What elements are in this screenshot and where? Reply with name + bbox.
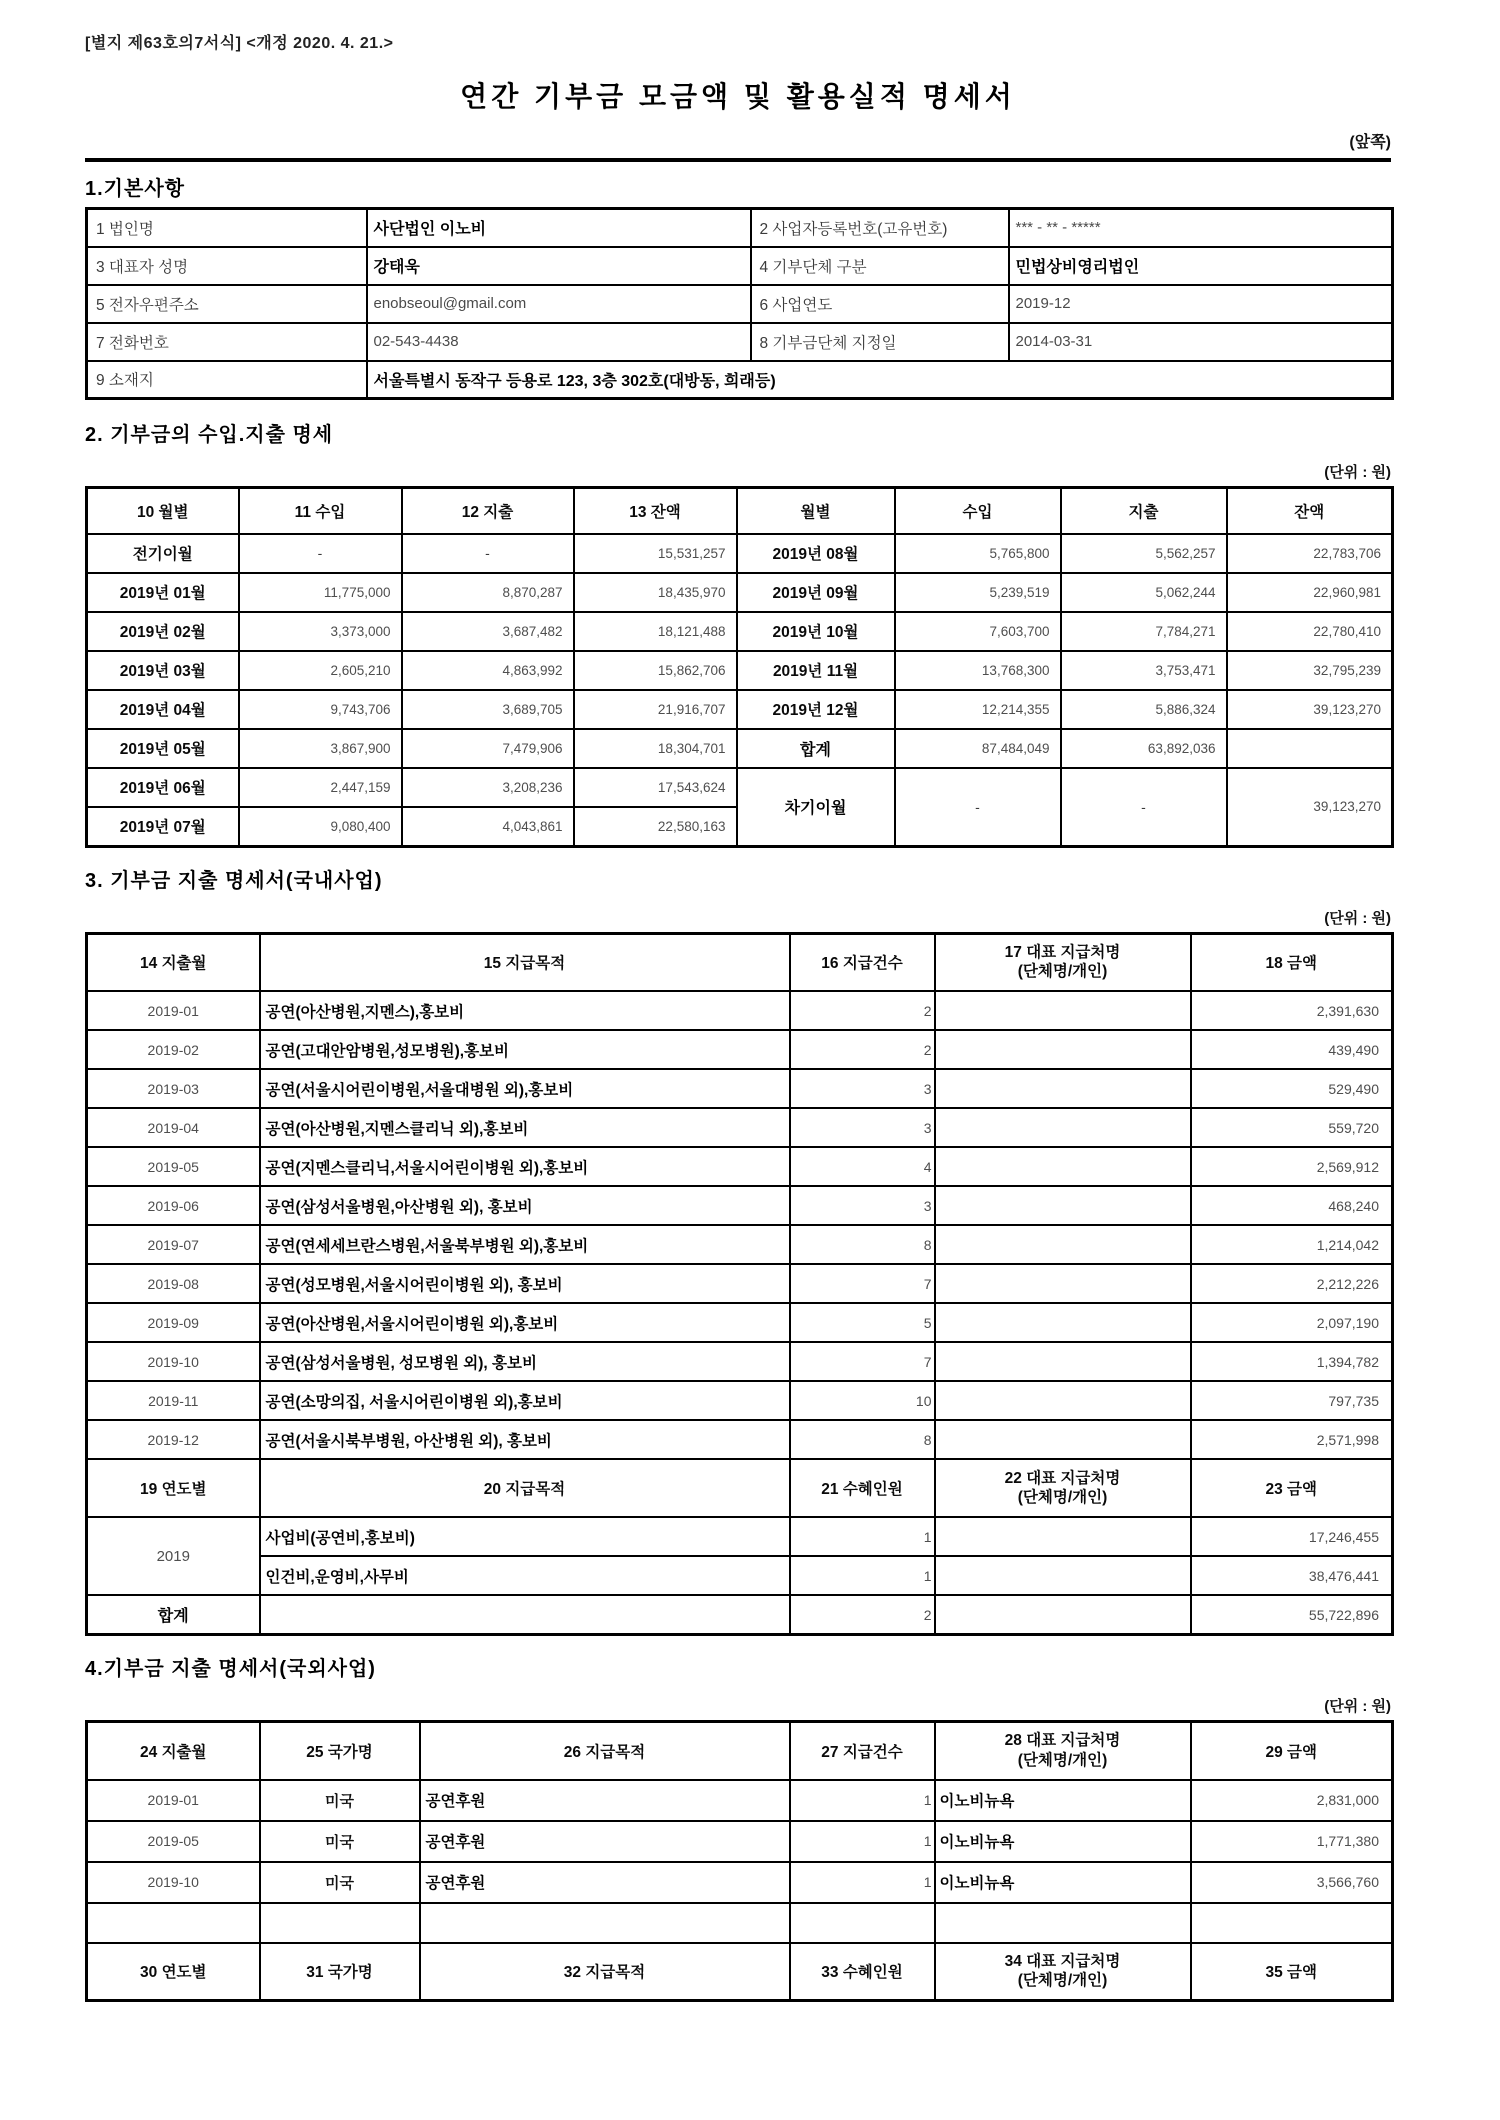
income-cell: 12,214,355: [895, 690, 1061, 729]
month-cell: 2019-03: [87, 1069, 260, 1108]
col-header: 16 지급건수: [790, 933, 935, 991]
month-cell: 2019-12: [87, 1420, 260, 1459]
col-header: 31 국가명: [260, 1943, 420, 2001]
designation-date-label: 8 기부금단체 지정일: [751, 323, 1009, 361]
domestic-expense-table: [85, 932, 1394, 1637]
designation-date-value: 2014-03-31: [1009, 323, 1393, 361]
expense-cell: 4,863,992: [402, 651, 574, 690]
payee-cell: [935, 1595, 1191, 1635]
balance-cell: 18,304,701: [574, 729, 737, 768]
amount-cell: 1,214,042: [1191, 1225, 1393, 1264]
month-cell: 2019년 06월: [87, 768, 239, 807]
table-row: [87, 209, 1393, 247]
purpose-cell: 공연(지멘스클리닉,서울시어린이병원 외),홍보비: [260, 1147, 790, 1186]
purpose-cell: 공연(고대안암병원,성모병원),홍보비: [260, 1030, 790, 1069]
col-header-line1: 28 대표 지급처명: [1004, 1732, 1121, 1750]
col-header: 15 지급목적: [260, 933, 790, 991]
count-cell: 10: [790, 1381, 935, 1420]
col-header: 19 연도별: [87, 1459, 260, 1517]
total-expense-cell: 63,892,036: [1061, 729, 1227, 768]
col-header: [935, 1943, 1191, 2001]
carry-expense-cell: -: [1061, 768, 1227, 847]
purpose-cell: 공연(서울시어린이병원,서울대병원 외),홍보비: [260, 1069, 790, 1108]
balance-cell: 18,435,970: [574, 573, 737, 612]
amount-cell: 17,246,455: [1191, 1517, 1393, 1556]
col-header-line2: (단체명/개인): [1017, 1751, 1108, 1769]
col-header: 29 금액: [1191, 1722, 1393, 1780]
purpose-cell: 공연(연세세브란스병원,서울북부병원 외),홍보비: [260, 1225, 790, 1264]
table-row: [87, 991, 1393, 1030]
table-header-row: [87, 1459, 1393, 1517]
month-cell: 2019년 08월: [737, 534, 895, 573]
table-row: [87, 1186, 1393, 1225]
carry-balance-cell: 39,123,270: [1227, 768, 1393, 847]
amount-cell: 2,391,630: [1191, 991, 1393, 1030]
col-header: 27 지급건수: [790, 1722, 935, 1780]
table-row: [87, 1862, 1393, 1903]
table-row: [87, 247, 1393, 285]
count-cell: 3: [790, 1108, 935, 1147]
section2-heading: 2. 기부금의 수입.지출 명세: [85, 424, 334, 446]
balance-cell: 15,862,706: [574, 651, 737, 690]
month-cell: 2019년 01월: [87, 573, 239, 612]
count-cell: 1: [790, 1556, 935, 1595]
year-cell: 2019: [87, 1517, 260, 1595]
amount-cell: 2,097,190: [1191, 1303, 1393, 1342]
month-cell: 2019-11: [87, 1381, 260, 1420]
table-row: [87, 573, 1393, 612]
table-row: [87, 323, 1393, 361]
table-row: [87, 1556, 1393, 1595]
expense-cell: 5,562,257: [1061, 534, 1227, 573]
email-value: enobseoul@gmail.com: [367, 285, 751, 323]
month-cell: 2019-10: [87, 1342, 260, 1381]
expense-cell: 5,886,324: [1061, 690, 1227, 729]
purpose-cell: 공연(아산병원,지멘스),홍보비: [260, 991, 790, 1030]
count-cell: 1: [790, 1517, 935, 1556]
expense-cell: -: [402, 534, 574, 573]
payee-cell: [935, 1108, 1191, 1147]
email-label: 5 전자우편주소: [87, 285, 367, 323]
count-cell: 1: [790, 1821, 935, 1862]
balance-cell: 18,121,488: [574, 612, 737, 651]
col-header: 14 지출월: [87, 933, 260, 991]
month-cell: 2019년 03월: [87, 651, 239, 690]
empty-cell: [420, 1903, 790, 1943]
income-cell: 7,603,700: [895, 612, 1061, 651]
col-header: 20 지급목적: [260, 1459, 790, 1517]
amount-cell: 38,476,441: [1191, 1556, 1393, 1595]
unit-label: (단위 : 원): [1324, 909, 1391, 927]
biz-number-value: *** - ** - *****: [1009, 209, 1393, 247]
expense-cell: 3,689,705: [402, 690, 574, 729]
month-cell: 2019년 10월: [737, 612, 895, 651]
count-cell: 3: [790, 1186, 935, 1225]
purpose-cell: 공연(삼성서울병원, 성모병원 외), 홍보비: [260, 1342, 790, 1381]
count-cell: 7: [790, 1264, 935, 1303]
table-row: [87, 1780, 1393, 1821]
table-row: [87, 1030, 1393, 1069]
empty-cell: [87, 1903, 260, 1943]
document-page: [85, 0, 1391, 2002]
month-cell: 2019-07: [87, 1225, 260, 1264]
purpose-cell: 공연후원: [420, 1821, 790, 1862]
income-cell: -: [239, 534, 402, 573]
col-header: 30 연도별: [87, 1943, 260, 2001]
amount-cell: 439,490: [1191, 1030, 1393, 1069]
month-cell: 2019-05: [87, 1147, 260, 1186]
amount-cell: 2,569,912: [1191, 1147, 1393, 1186]
amount-cell: 2,571,998: [1191, 1420, 1393, 1459]
month-cell: 2019-05: [87, 1821, 260, 1862]
org-type-value: 민법상비영리법인: [1009, 247, 1393, 285]
table-row: [87, 1595, 1393, 1635]
carry-label: 차기이월: [737, 768, 895, 847]
col-header: 10 월별: [87, 488, 239, 534]
payee-cell: [935, 1030, 1191, 1069]
purpose-cell: 공연후원: [420, 1862, 790, 1903]
balance-cell: 15,531,257: [574, 534, 737, 573]
payee-cell: [935, 1264, 1191, 1303]
col-header: 21 수혜인원: [790, 1459, 935, 1517]
overseas-expense-table: [85, 1720, 1394, 2002]
table-row: [87, 1903, 1393, 1943]
purpose-cell: 공연(성모병원,서울시어린이병원 외), 홍보비: [260, 1264, 790, 1303]
payee-cell: [935, 1381, 1191, 1420]
table-row: [87, 1517, 1393, 1556]
table-row: [87, 612, 1393, 651]
month-cell: 2019-10: [87, 1862, 260, 1903]
payee-cell: [935, 991, 1191, 1030]
phone-label: 7 전화번호: [87, 323, 367, 361]
table-row: [87, 1381, 1393, 1420]
amount-cell: 797,735: [1191, 1381, 1393, 1420]
col-header: 11 수입: [239, 488, 402, 534]
col-header: 32 지급목적: [420, 1943, 790, 2001]
count-cell: 4: [790, 1147, 935, 1186]
payee-cell: [935, 1069, 1191, 1108]
amount-cell: 2,831,000: [1191, 1780, 1393, 1821]
payee-cell: 이노비뉴욕: [935, 1821, 1191, 1862]
unit-label: (단위 : 원): [1324, 464, 1391, 481]
income-cell: 13,768,300: [895, 651, 1061, 690]
expense-cell: 8,870,287: [402, 573, 574, 612]
count-cell: 1: [790, 1862, 935, 1903]
expense-cell: 4,043,861: [402, 807, 574, 847]
month-cell: 2019-02: [87, 1030, 260, 1069]
payee-cell: [935, 1420, 1191, 1459]
purpose-cell: 공연(소망의집, 서울시어린이병원 외),홍보비: [260, 1381, 790, 1420]
empty-cell: [790, 1903, 935, 1943]
income-cell: 5,239,519: [895, 573, 1061, 612]
col-header: 24 지출월: [87, 1722, 260, 1780]
address-value: 서울특별시 동작구 등용로 123, 3층 302호(대방동, 희래등): [367, 361, 1393, 399]
empty-cell: [1191, 1903, 1393, 1943]
amount-cell: 1,771,380: [1191, 1821, 1393, 1862]
month-cell: 2019-04: [87, 1108, 260, 1147]
col-header: 33 수혜인원: [790, 1943, 935, 2001]
country-cell: 미국: [260, 1821, 420, 1862]
income-expense-table: [85, 486, 1394, 848]
country-cell: 미국: [260, 1862, 420, 1903]
count-cell: 2: [790, 1595, 935, 1635]
table-row: [87, 1303, 1393, 1342]
month-cell: 2019-08: [87, 1264, 260, 1303]
purpose-cell: 공연(아산병원,지멘스클리닉 외),홍보비: [260, 1108, 790, 1147]
country-cell: 미국: [260, 1780, 420, 1821]
income-cell: 9,080,400: [239, 807, 402, 847]
table-row: [87, 1821, 1393, 1862]
amount-cell: 559,720: [1191, 1108, 1393, 1147]
payee-cell: [935, 1303, 1191, 1342]
income-cell: 11,775,000: [239, 573, 402, 612]
expense-cell: 3,208,236: [402, 768, 574, 807]
purpose-cell: 공연(삼성서울병원,아산병원 외), 홍보비: [260, 1186, 790, 1225]
income-cell: 9,743,706: [239, 690, 402, 729]
month-cell: 2019-01: [87, 1780, 260, 1821]
form-reference: [별지 제63호의7서식] <개정 2020. 4. 21.>: [85, 35, 394, 52]
payee-cell: [935, 1147, 1191, 1186]
table-row: [87, 534, 1393, 573]
col-header: [935, 1459, 1191, 1517]
org-type-label: 4 기부단체 구분: [751, 247, 1009, 285]
col-header: 25 국가명: [260, 1722, 420, 1780]
col-header: [935, 1722, 1191, 1780]
month-cell: 2019년 12월: [737, 690, 895, 729]
col-header: [935, 933, 1191, 991]
payee-cell: [935, 1186, 1191, 1225]
address-label: 9 소재지: [87, 361, 367, 399]
income-cell: 5,765,800: [895, 534, 1061, 573]
payee-cell: [935, 1342, 1191, 1381]
table-row: [87, 1069, 1393, 1108]
table-row: [87, 1264, 1393, 1303]
amount-cell: 2,212,226: [1191, 1264, 1393, 1303]
col-header-line1: 22 대표 지급처명: [1004, 1469, 1121, 1487]
page-title: 연간 기부금 모금액 및 활용실적 명세서: [460, 81, 1016, 112]
count-cell: 2: [790, 1030, 935, 1069]
rep-name-label: 3 대표자 성명: [87, 247, 367, 285]
income-cell: 3,373,000: [239, 612, 402, 651]
table-header-row: [87, 488, 1393, 534]
payee-cell: [935, 1556, 1191, 1595]
purpose-cell: 공연(서울시북부병원, 아산병원 외), 홍보비: [260, 1420, 790, 1459]
col-header-line2: (단체명/개인): [1017, 963, 1108, 981]
count-cell: 2: [790, 991, 935, 1030]
col-header: 18 금액: [1191, 933, 1393, 991]
month-cell: 2019년 07월: [87, 807, 239, 847]
unit-label: (단위 : 원): [1324, 1698, 1391, 1715]
balance-cell: 22,783,706: [1227, 534, 1393, 573]
expense-cell: 3,687,482: [402, 612, 574, 651]
count-cell: 8: [790, 1225, 935, 1264]
expense-cell: 5,062,244: [1061, 573, 1227, 612]
table-row: [87, 1147, 1393, 1186]
purpose-cell: 공연(아산병원,서울시어린이병원 외),홍보비: [260, 1303, 790, 1342]
table-row: [87, 1108, 1393, 1147]
total-label: 합계: [737, 729, 895, 768]
count-cell: 3: [790, 1069, 935, 1108]
table-header-row: [87, 1722, 1393, 1780]
amount-cell: 529,490: [1191, 1069, 1393, 1108]
purpose-cell: 사업비(공연비,홍보비): [260, 1517, 790, 1556]
table-row: [87, 690, 1393, 729]
col-header: 월별: [737, 488, 895, 534]
col-header: 12 지출: [402, 488, 574, 534]
col-header: 지출: [1061, 488, 1227, 534]
income-cell: 2,447,159: [239, 768, 402, 807]
table-row: [87, 1225, 1393, 1264]
section3-heading: 3. 기부금 지출 명세서(국내사업): [85, 869, 383, 892]
table-row: [87, 361, 1393, 399]
month-cell: 2019년 09월: [737, 573, 895, 612]
amount-cell: 3,566,760: [1191, 1862, 1393, 1903]
amount-cell: 468,240: [1191, 1186, 1393, 1225]
purpose-cell: 인건비,운영비,사무비: [260, 1556, 790, 1595]
balance-cell: 17,543,624: [574, 768, 737, 807]
table-row: [87, 768, 1393, 807]
corp-name-value: 사단법인 이노비: [367, 209, 751, 247]
biz-year-value: 2019-12: [1009, 285, 1393, 323]
phone-value: 02-543-4438: [367, 323, 751, 361]
payee-cell: [935, 1517, 1191, 1556]
month-cell: 2019-09: [87, 1303, 260, 1342]
month-cell: 2019-06: [87, 1186, 260, 1225]
income-cell: 2,605,210: [239, 651, 402, 690]
total-income-cell: 87,484,049: [895, 729, 1061, 768]
payee-cell: 이노비뉴욕: [935, 1862, 1191, 1903]
month-cell: 2019년 04월: [87, 690, 239, 729]
balance-cell: 22,580,163: [574, 807, 737, 847]
page-side-label: (앞쪽): [1349, 134, 1391, 151]
col-header-line2: (단체명/개인): [1017, 1489, 1108, 1506]
section4-heading: 4.기부금 지출 명세서(국외사업): [85, 1658, 376, 1680]
expense-cell: 7,784,271: [1061, 612, 1227, 651]
month-cell: 2019년 05월: [87, 729, 239, 768]
payee-cell: [935, 1225, 1191, 1264]
table-header-row: [87, 1943, 1393, 2001]
col-header-line2: (단체명/개인): [1017, 1972, 1108, 1990]
amount-cell: 1,394,782: [1191, 1342, 1393, 1381]
section1-heading: 1.기본사항: [85, 178, 185, 200]
corp-name-label: 1 법인명: [87, 209, 367, 247]
rep-name-value: 강태욱: [367, 247, 751, 285]
count-cell: 7: [790, 1342, 935, 1381]
count-cell: 8: [790, 1420, 935, 1459]
col-header: 35 금액: [1191, 1943, 1393, 2001]
carry-income-cell: -: [895, 768, 1061, 847]
col-header-line1: 17 대표 지급처명: [1004, 943, 1121, 961]
basic-info-table: [85, 207, 1394, 400]
month-cell: 2019년 11월: [737, 651, 895, 690]
balance-cell: 22,780,410: [1227, 612, 1393, 651]
col-header: 잔액: [1227, 488, 1393, 534]
count-cell: 5: [790, 1303, 935, 1342]
table-row: [87, 285, 1393, 323]
income-cell: 3,867,900: [239, 729, 402, 768]
table-row: [87, 729, 1393, 768]
col-header: 26 지급목적: [420, 1722, 790, 1780]
balance-cell: 22,960,981: [1227, 573, 1393, 612]
balance-cell: 32,795,239: [1227, 651, 1393, 690]
count-cell: 1: [790, 1780, 935, 1821]
table-row: [87, 1342, 1393, 1381]
expense-cell: 3,753,471: [1061, 651, 1227, 690]
col-header: 수입: [895, 488, 1061, 534]
empty-cell: [260, 1903, 420, 1943]
payee-cell: 이노비뉴욕: [935, 1780, 1191, 1821]
col-header: 13 잔액: [574, 488, 737, 534]
purpose-cell: [260, 1595, 790, 1635]
table-row: [87, 651, 1393, 690]
month-cell: 2019-01: [87, 991, 260, 1030]
col-header: 23 금액: [1191, 1459, 1393, 1517]
top-rule: [85, 158, 1391, 162]
balance-cell: 39,123,270: [1227, 690, 1393, 729]
biz-year-label: 6 사업연도: [751, 285, 1009, 323]
amount-cell: 55,722,896: [1191, 1595, 1393, 1635]
total-balance-cell: [1227, 729, 1393, 768]
month-cell: 2019년 02월: [87, 612, 239, 651]
purpose-cell: 공연후원: [420, 1780, 790, 1821]
table-header-row: [87, 933, 1393, 991]
col-header-line1: 34 대표 지급처명: [1004, 1952, 1121, 1970]
table-row: [87, 1420, 1393, 1459]
empty-cell: [935, 1903, 1191, 1943]
total-label: 합계: [87, 1595, 260, 1635]
balance-cell: 21,916,707: [574, 690, 737, 729]
biz-number-label: 2 사업자등록번호(고유번호): [751, 209, 1009, 247]
expense-cell: 7,479,906: [402, 729, 574, 768]
month-cell: 전기이월: [87, 534, 239, 573]
